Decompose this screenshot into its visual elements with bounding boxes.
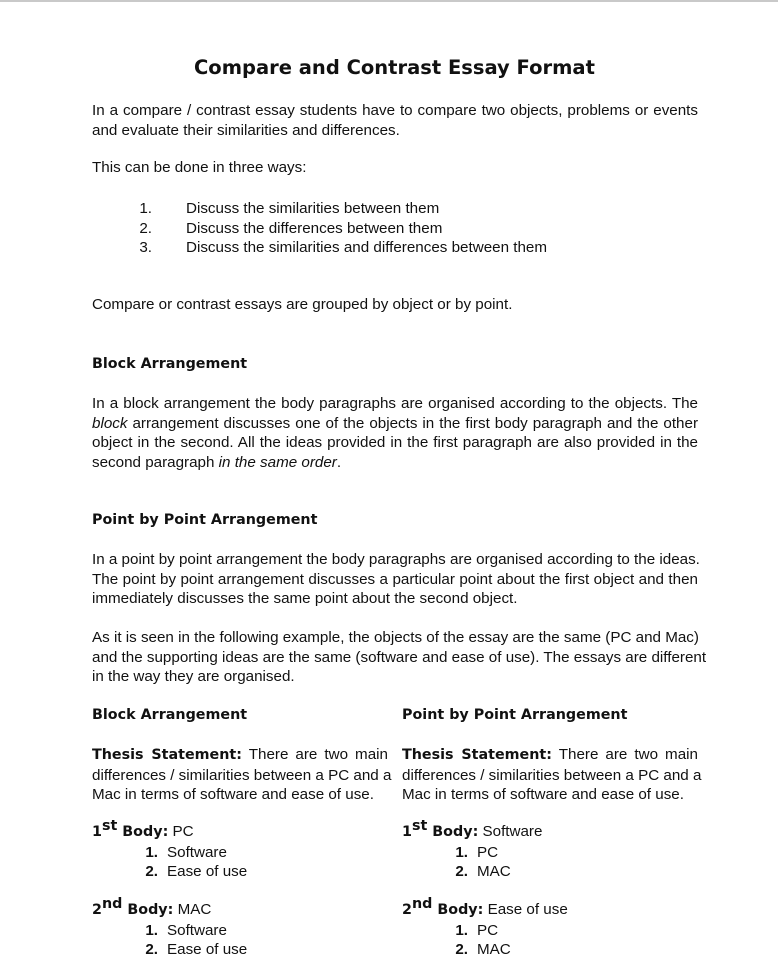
point-line: immediately discusses the same point about the second object. <box>92 590 518 607</box>
left-body-2 <box>92 896 248 960</box>
body-heading: 2nd Body: MAC <box>92 896 212 918</box>
thesis-line: differences / similarities between a PC and a <box>402 766 702 784</box>
list-item: 1. PC <box>455 843 499 861</box>
left-body-1 <box>92 818 248 882</box>
example-paragraph <box>92 628 707 687</box>
body-heading: 1st Body: PC <box>92 818 194 840</box>
block-heading: Block Arrangement <box>92 356 248 372</box>
list-item: 1. Discuss the similarities between them <box>139 200 440 217</box>
ways-list <box>136 199 547 258</box>
list-item: 2. Ease of use <box>145 941 248 958</box>
top-border <box>0 0 778 2</box>
block-line: block arrangement discusses one of the objects in the first body paragraph and the other <box>92 414 698 432</box>
list-item: 2. MAC <box>455 941 511 958</box>
thesis-line: differences / similarities between a PC and a <box>92 766 392 784</box>
list-item: 1. Software <box>145 843 227 861</box>
block-line: object in the second. All the ideas provided in the first paragraph are also provided in the <box>92 434 698 451</box>
left-thesis <box>92 745 392 805</box>
point-heading: Point by Point Arrangement <box>92 512 318 528</box>
right-column-heading: Point by Point Arrangement <box>402 707 628 723</box>
example-line: in the way they are organised. <box>92 668 295 685</box>
list-item: 1. Software <box>145 921 227 939</box>
block-line: In a block arrangement the body paragraphs are organised according to the objects. The <box>92 395 698 412</box>
example-line: As it is seen in the following example, the objects of the essay are the same (PC and Mac) <box>92 629 699 646</box>
intro-paragraph <box>92 101 698 140</box>
thesis-line: Mac in terms of software and ease of use. <box>402 786 684 803</box>
list-item: 2. MAC <box>455 863 511 880</box>
thesis-line: Mac in terms of software and ease of use. <box>92 786 374 803</box>
right-body-2 <box>402 896 568 960</box>
list-item: 2. Ease of use <box>145 863 248 880</box>
intro-line: and evaluate their similarities and differences. <box>92 121 400 139</box>
body-heading: 2nd Body: Ease of use <box>402 896 568 918</box>
ways-intro: This can be done in three ways: <box>92 159 307 176</box>
point-line: The point by point arrangement discusses a particular point about the first object and then <box>92 570 698 588</box>
thesis-line: Thesis Statement: There are two main <box>92 746 388 763</box>
block-paragraph <box>92 394 698 472</box>
right-body-1 <box>402 818 543 882</box>
point-paragraph <box>92 550 698 609</box>
list-item: 1. PC <box>455 921 499 939</box>
block-line: second paragraph in the same order. <box>92 453 342 471</box>
right-thesis <box>402 745 702 805</box>
body-heading: 1st Body: Software <box>402 818 543 840</box>
grouped-sentence: Compare or contrast essays are grouped by object or by point. <box>92 296 513 313</box>
left-column-heading: Block Arrangement <box>92 707 248 723</box>
list-item: 2. Discuss the differences between them <box>139 219 443 237</box>
thesis-line: Thesis Statement: There are two main <box>402 746 698 763</box>
intro-line: In a compare / contrast essay students have to compare two objects, problems or events <box>92 102 698 119</box>
list-item: 3. Discuss the similarities and differences between them <box>139 239 548 256</box>
page-title: Compare and Contrast Essay Format <box>194 56 595 79</box>
point-line: In a point by point arrangement the body paragraphs are organised according to the ideas. <box>92 551 700 568</box>
example-line: and the supporting ideas are the same (software and ease of use). The essays are different <box>92 648 707 666</box>
